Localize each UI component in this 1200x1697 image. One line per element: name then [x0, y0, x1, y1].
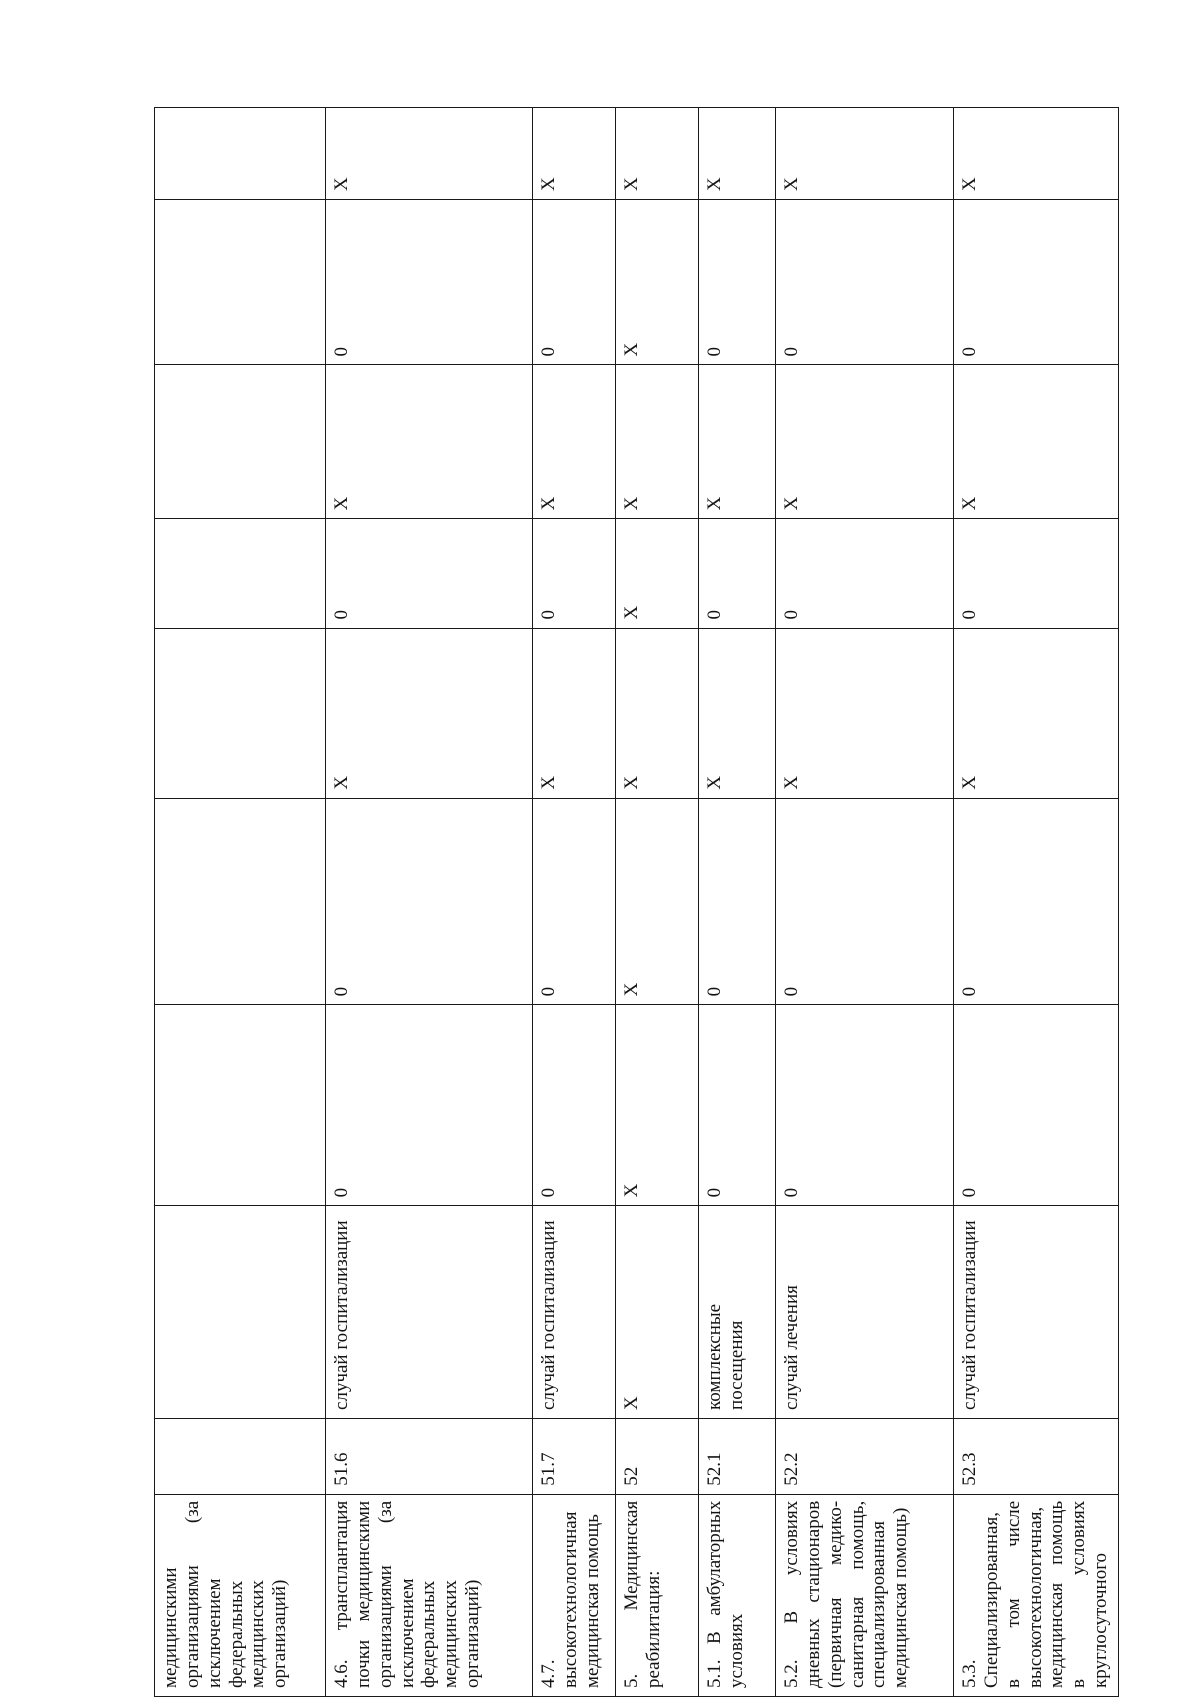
value-cell: 0 [533, 519, 616, 628]
value-cell: 0 [533, 1005, 616, 1206]
value-cell: 0 [776, 798, 954, 1005]
table-row [954, 108, 1119, 1697]
value-cell: X [616, 519, 699, 628]
unit-cell: X [616, 1206, 699, 1419]
row-name-cell: 5. Медицинская реабилитация: [616, 1494, 699, 1696]
table-row [616, 108, 699, 1697]
value-cell: X [326, 628, 533, 798]
row-number-cell: 52 [616, 1418, 699, 1494]
row-number-cell [155, 1418, 326, 1494]
row-name-cell: медицинскими организациями (за исключением федеральных медицинских организаций) [155, 1494, 326, 1696]
volume-table [154, 107, 1119, 1697]
value-cell: 0 [776, 519, 954, 628]
rotated-page-content [154, 107, 1112, 1697]
value-cell: X [699, 108, 776, 200]
value-cell [155, 798, 326, 1005]
table-row [155, 108, 326, 1697]
value-cell: X [326, 108, 533, 200]
value-cell: X [616, 628, 699, 798]
unit-cell: комплексные посещения [699, 1206, 776, 1419]
value-cell: 0 [699, 200, 776, 365]
value-cell: 0 [326, 1005, 533, 1206]
row-number-cell: 51.7 [533, 1418, 616, 1494]
value-cell: 0 [954, 1005, 1119, 1206]
row-name-cell: 5.1. В амбулаторных условиях [699, 1494, 776, 1696]
value-cell [155, 519, 326, 628]
row-name-cell: 5.2. В условиях дневных стационаров (первичная медико-санитарная помощь, специализированная медицинская помощь) [776, 1494, 954, 1696]
row-number-cell: 52.1 [699, 1418, 776, 1494]
unit-cell: случай госпитализации [326, 1206, 533, 1419]
value-cell: 0 [326, 200, 533, 365]
value-cell [155, 108, 326, 200]
value-cell [155, 200, 326, 365]
value-cell: X [616, 200, 699, 365]
value-cell [155, 365, 326, 519]
value-cell: X [616, 798, 699, 1005]
value-cell: 0 [954, 798, 1119, 1005]
value-cell: X [954, 108, 1119, 200]
value-cell: 0 [326, 519, 533, 628]
table-row [699, 108, 776, 1697]
value-cell: X [954, 628, 1119, 798]
row-number-cell: 51.6 [326, 1418, 533, 1494]
row-name-cell: 4.6. трансплантация почки медицинскими организациями (за исключением федеральных медицинских организаций) [326, 1494, 533, 1696]
value-cell: 0 [699, 1005, 776, 1206]
value-cell: X [616, 108, 699, 200]
value-cell [155, 1005, 326, 1206]
row-number-cell: 52.2 [776, 1418, 954, 1494]
value-cell: 0 [954, 200, 1119, 365]
unit-cell: случай лечения [776, 1206, 954, 1419]
value-cell: X [776, 108, 954, 200]
value-cell: X [699, 628, 776, 798]
value-cell [155, 628, 326, 798]
row-name-cell: 5.3. Специализированная, в том числе высокотехнологичная, медицинская помощь в условиях круглосуточного [954, 1494, 1119, 1696]
unit-cell: случай госпитализации [954, 1206, 1119, 1419]
value-cell: X [533, 628, 616, 798]
table-row [776, 108, 954, 1697]
value-cell: 0 [776, 1005, 954, 1206]
value-cell: X [533, 108, 616, 200]
value-cell: X [616, 365, 699, 519]
value-cell: X [326, 365, 533, 519]
value-cell: 0 [776, 200, 954, 365]
value-cell: X [776, 628, 954, 798]
value-cell: X [699, 365, 776, 519]
value-cell: X [533, 365, 616, 519]
value-cell: X [776, 365, 954, 519]
value-cell: X [954, 365, 1119, 519]
value-cell: 0 [699, 519, 776, 628]
row-number-cell: 52.3 [954, 1418, 1119, 1494]
value-cell: 0 [699, 798, 776, 1005]
unit-cell: случай госпитализации [533, 1206, 616, 1419]
row-name-cell: 4.7. высокотехнологичная медицинская помощь [533, 1494, 616, 1696]
table-row [533, 108, 616, 1697]
unit-cell [155, 1206, 326, 1419]
table-row [326, 108, 533, 1697]
value-cell: 0 [533, 798, 616, 1005]
value-cell: 0 [533, 200, 616, 365]
value-cell: 0 [326, 798, 533, 1005]
value-cell: X [616, 1005, 699, 1206]
value-cell: 0 [954, 519, 1119, 628]
